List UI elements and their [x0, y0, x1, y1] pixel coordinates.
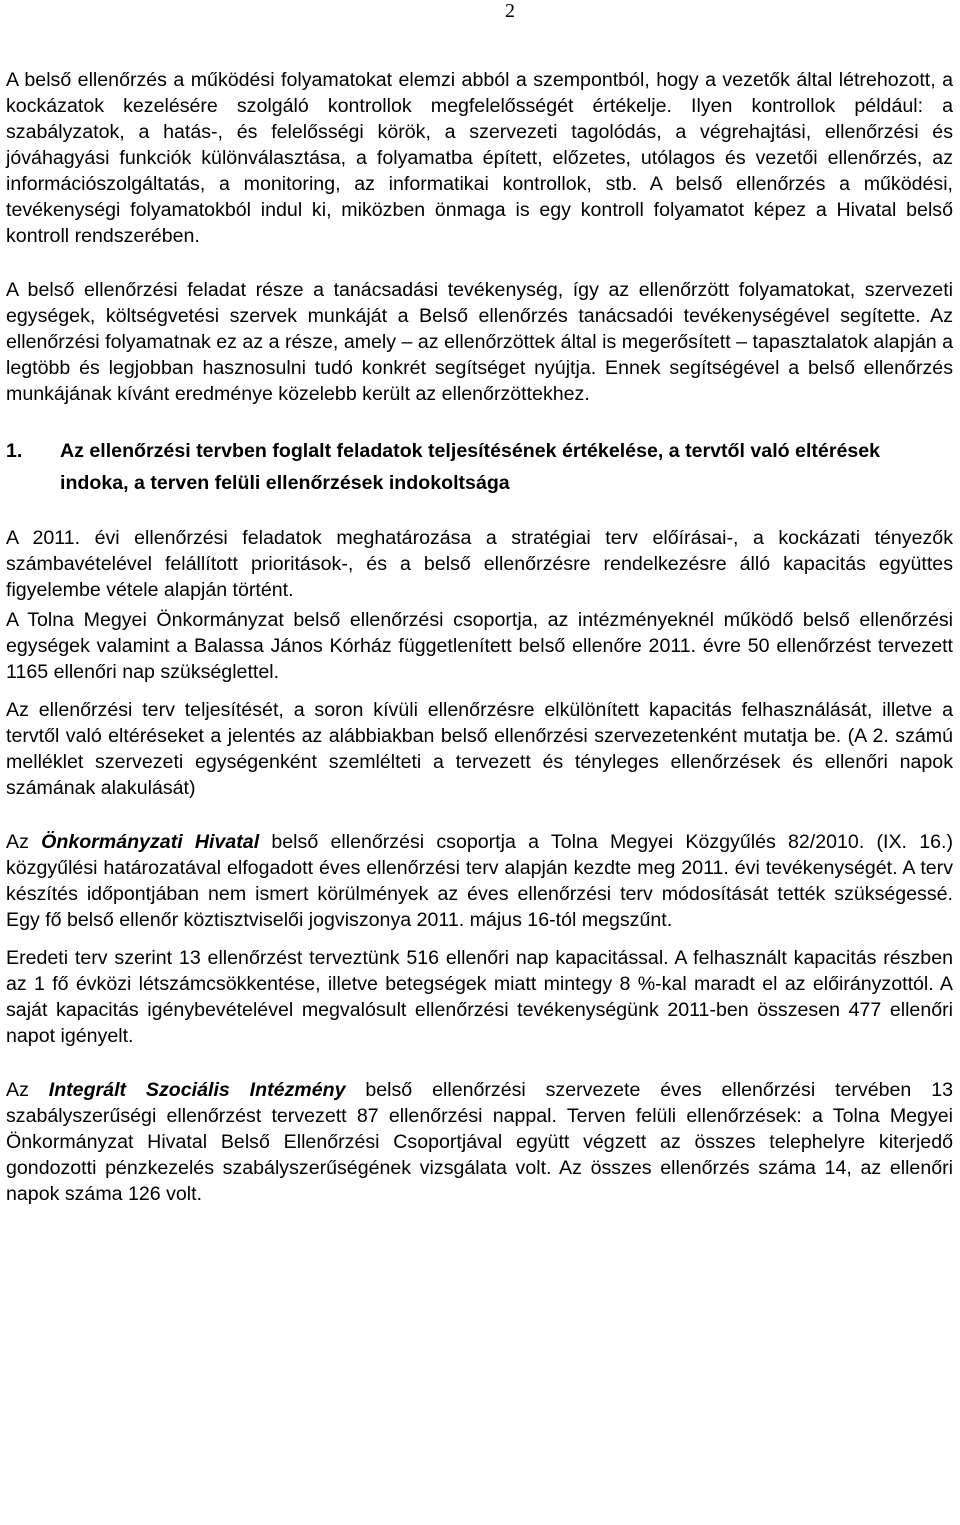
page-number: 2 — [505, 0, 515, 22]
document-body — [6, 67, 953, 1207]
paragraph-onkormanyzati-hivatal — [6, 829, 953, 933]
p8-body: belső ellenőrzési szervezete éves ellenőrzési tervében 13 szabályszerűségi ellenőrzést tervezett 87 ellenőrzési nappal. Terven felüli ellenőrzések: a Tolna Megyei Önkormányzat Hivatal Belső Ellenőrzési Csoportjával együtt végzett az összes telephelyre kiterjedő gondozotti pénzkezelés szabályszerűségének vizsgálata volt. Az összes ellenőrzés száma 14, az ellenőri napok száma 126 volt. — [6, 1079, 953, 1205]
section-heading — [6, 435, 953, 499]
paragraph-internal-audit-controls: A belső ellenőrzés a működési folyamatokat elemzi abból a szempontból, hogy a vezetők által létrehozott, a kockázatok kezelésére szolgáló kontrollok megfelelősségét értékelje. Ilyen kontrollok például: a szabályzatok, a hatás-, és felelősségi körök, a szervezeti tagolódás, a végrehajtási, ellenőrzési és jóváhagyási funkciók különválasztása, a folyamatba épített, előzetes, utólagos és vezetői ellenőrzés, az információszolgáltatás, a monitoring, az informatikai kontrollok, stb. A belső ellenőrzés a működési, tevékenységi folyamatokból indul ki, miközben önmaga is egy kontroll folyamatot képez a Hivatal belső kontroll rendszerében. — [6, 69, 953, 247]
section-number: 1. — [6, 440, 23, 462]
p8-lead: Az — [6, 1079, 49, 1101]
paragraph-advisory-activity: A belső ellenőrzési feladat része a tanácsadási tevékenység, így az ellenőrzött folyamatokat, szervezeti egységek, költségvetési szervek munkáját a Belső ellenőrzés tanácsadói tevékenységével segítette. Az ellenőrzési folyamatnak ez az a része, amely – az ellenőrzöttek által is megerősített – tapasztalatok alapján a legtöbb és legjobban hasznosulni tudó konkrét segítséget nyújtja. Ennek segítségével a belső ellenőrzés munkájának kívánt eredménye közelebb került az ellenőrzöttekhez. — [6, 279, 953, 405]
org-name-integralt: Integrált Szociális Intézmény — [48, 1079, 346, 1101]
org-name-hivatal: Önkormányzati Hivatal — [41, 831, 260, 853]
paragraph-tolna-planned: A Tolna Megyei Önkormányzat belső ellenőrzési csoportja, az intézményeknél működő belső ellenőrzési egységek valamint a Balassa János Kórház függetlenített belső ellenőre 2011. évre 50 ellenőrzést tervezett 1165 ellenőri nap szükséglettel. — [6, 609, 953, 683]
paragraph-integralt-szocialis — [6, 1077, 953, 1207]
paragraph-2011-tasks: A 2011. évi ellenőrzési feladatok meghatározása a stratégiai terv előírásai-, a kockázati tényezők számbavételével felállított prioritások-, és a belső ellenőrzésre rendelkezésre álló kapacitás együttes figyelembe vétele alapján történt. — [6, 527, 953, 601]
p6-lead: Az — [6, 831, 42, 853]
p6-body: belső ellenőrzési csoportja a Tolna Megyei Közgyűlés 82/2010. (IX. 16.) közgyűlési határozatával elfogadott éves ellenőrzési terv alapján kezdte meg 2011. évi tevékenységét. A terv készítés időpontjában nem ismert körülmények az éves ellenőrzési terv módosítását tették szükségessé. Egy fő belső ellenőr köztisztviselői jogviszonya 2011. május 16-tól megszűnt. — [6, 831, 953, 931]
paragraph-plan-fulfilment: Az ellenőrzési terv teljesítését, a soron kívüli ellenőrzésre elkülönített kapacitás felhasználását, illetve a tervtől való eltéréseket a jelentés az alábbiakban belső ellenőrzési szervezetenként mutatja be. (A 2. számú melléklet szervezeti egységenként szemlélteti a tervezett és tényleges ellenőrzések és ellenőri napok számának alakulását) — [6, 699, 953, 799]
section-title: Az ellenőrzési tervben foglalt feladatok teljesítésének értékelése, a tervtől való eltérések indoka, a terven felüli ellenőrzések indokoltsága — [60, 440, 881, 494]
paragraph-original-plan: Eredeti terv szerint 13 ellenőrzést terveztünk 516 ellenőri nap kapacitással. A felhasznált kapacitás részben az 1 fő évközi létszámcsökkentése, illetve betegségek miatt mintegy 8 %-kal maradt el az előirányzottól. A saját kapacitás igénybevételével megvalósult ellenőrzési tevékenységünk 2011-ben összesen 477 ellenőri napot igényelt. — [6, 947, 953, 1047]
